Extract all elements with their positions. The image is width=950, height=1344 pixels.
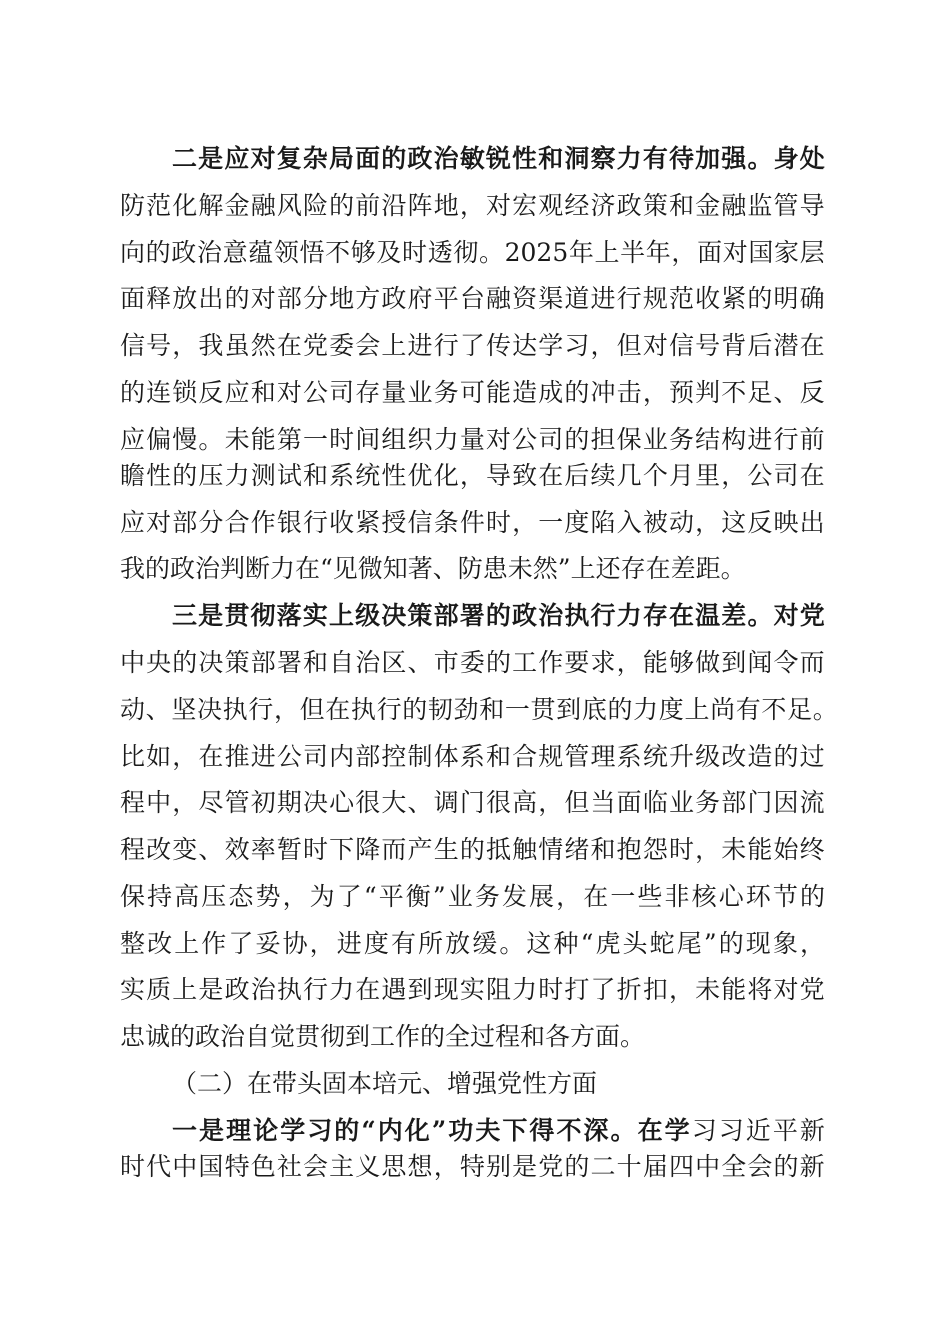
text-line: 三 是 贯 彻 落 实 上 级 决 策 部 署 的 政 治 执 行 力 存 在 温 差 。 对 党 — [172, 601, 825, 630]
text-line: 的 连 锁 反 应 和 对 公 司 存 量 业 务 可 能 造 成 的 冲 击 ， 预 判 不 足 、 反 — [120, 378, 825, 407]
text-line: 动 、 坚 决 执 行 ， 但 在 执 行 的 韧 劲 和 一 贯 到 底 的 力 度 上 尚 有 不 足 。 — [120, 695, 838, 724]
text-line: 应 偏 慢 。 未 能 第 一 时 间 组 织 力 量 对 公 司 的 担 保 业 务 结 构 进 行 前 — [120, 425, 825, 454]
text-line: 一 是 理 论 学 习 的 “ 内 化 ” 功 夫 下 得 不 深 。 在 学 习 习 近 平 新 — [172, 1116, 825, 1145]
text-line: 中 央 的 决 策 部 署 和 自 治 区 、 市 委 的 工 作 要 求 ， 能 够 做 到 闻 令 而 — [120, 648, 825, 677]
text-line: 面 释 放 出 的 对 部 分 地 方 政 府 平 台 融 资 渠 道 进 行 规 范 收 紧 的 明 确 — [120, 284, 825, 313]
text-line: 比 如 ， 在 推 进 公 司 内 部 控 制 体 系 和 合 规 管 理 系 统 升 级 改 造 的 过 — [120, 742, 825, 771]
text-line: 程 中 ， 尽 管 初 期 决 心 很 大 、 调 门 很 高 ， 但 当 面 临 业 务 部 门 因 流 — [120, 788, 825, 817]
text-line: 应 对 部 分 合 作 银 行 收 紧 授 信 条 件 时 ， 一 度 陷 入 被 动 ， 这 反 映 出 — [120, 508, 825, 537]
text-line: 向 的 政 治 意 蕴 领 悟 不 够 及 时 透 彻 。 2025 年 上 半 年 ， 面 对 国 家 层 — [120, 238, 825, 267]
text-line: 时 代 中 国 特 色 社 会 主 义 思 想 ， 特 别 是 党 的 二 十 届 四 中 全 会 的 新 — [120, 1152, 825, 1181]
text-line: 整 改 上 作 了 妥 协 ， 进 度 有 所 放 缓 。 这 种 “ 虎 头 蛇 尾 ” 的 现 象 ， — [120, 929, 825, 958]
text-line: 瞻 性 的 压 力 测 试 和 系 统 性 优 化 ， 导 致 在 后 续 几 个 月 里 ， 公 司 在 — [120, 461, 825, 490]
text-line: 我的政治判断力在“见微知著、防患未然”上还存在差距。 — [120, 554, 746, 583]
text-line: （二）在带头固本培元、增强党性方面 — [172, 1069, 598, 1098]
text-line: 二 是 应 对 复 杂 局 面 的 政 治 敏 锐 性 和 洞 察 力 有 待 加 强 。 身 处 — [172, 144, 825, 173]
text-line: 程 改 变 、 效 率 暂 时 下 降 而 产 生 的 抵 触 情 绪 和 抱 怨 时 ， 未 能 始 终 — [120, 835, 825, 864]
text-line: 实 质 上 是 政 治 执 行 力 在 遇 到 现 实 阻 力 时 打 了 折 扣 ， 未 能 将 对 党 — [120, 975, 825, 1004]
text-line: 保 持 高 压 态 势 ， 为 了 “ 平 衡 ” 业 务 发 展 ， 在 一 些 非 核 心 环 节 的 — [120, 882, 825, 911]
text-line: 忠诚的政治自觉贯彻到工作的全过程和各方面。 — [120, 1022, 646, 1051]
text-line: 信 号 ， 我 虽 然 在 党 委 会 上 进 行 了 传 达 学 习 ， 但 对 信 号 背 后 潜 在 — [120, 331, 825, 360]
text-line: 防 范 化 解 金 融 风 险 的 前 沿 阵 地 ， 对 宏 观 经 济 政 策 和 金 融 监 管 导 — [120, 191, 825, 220]
